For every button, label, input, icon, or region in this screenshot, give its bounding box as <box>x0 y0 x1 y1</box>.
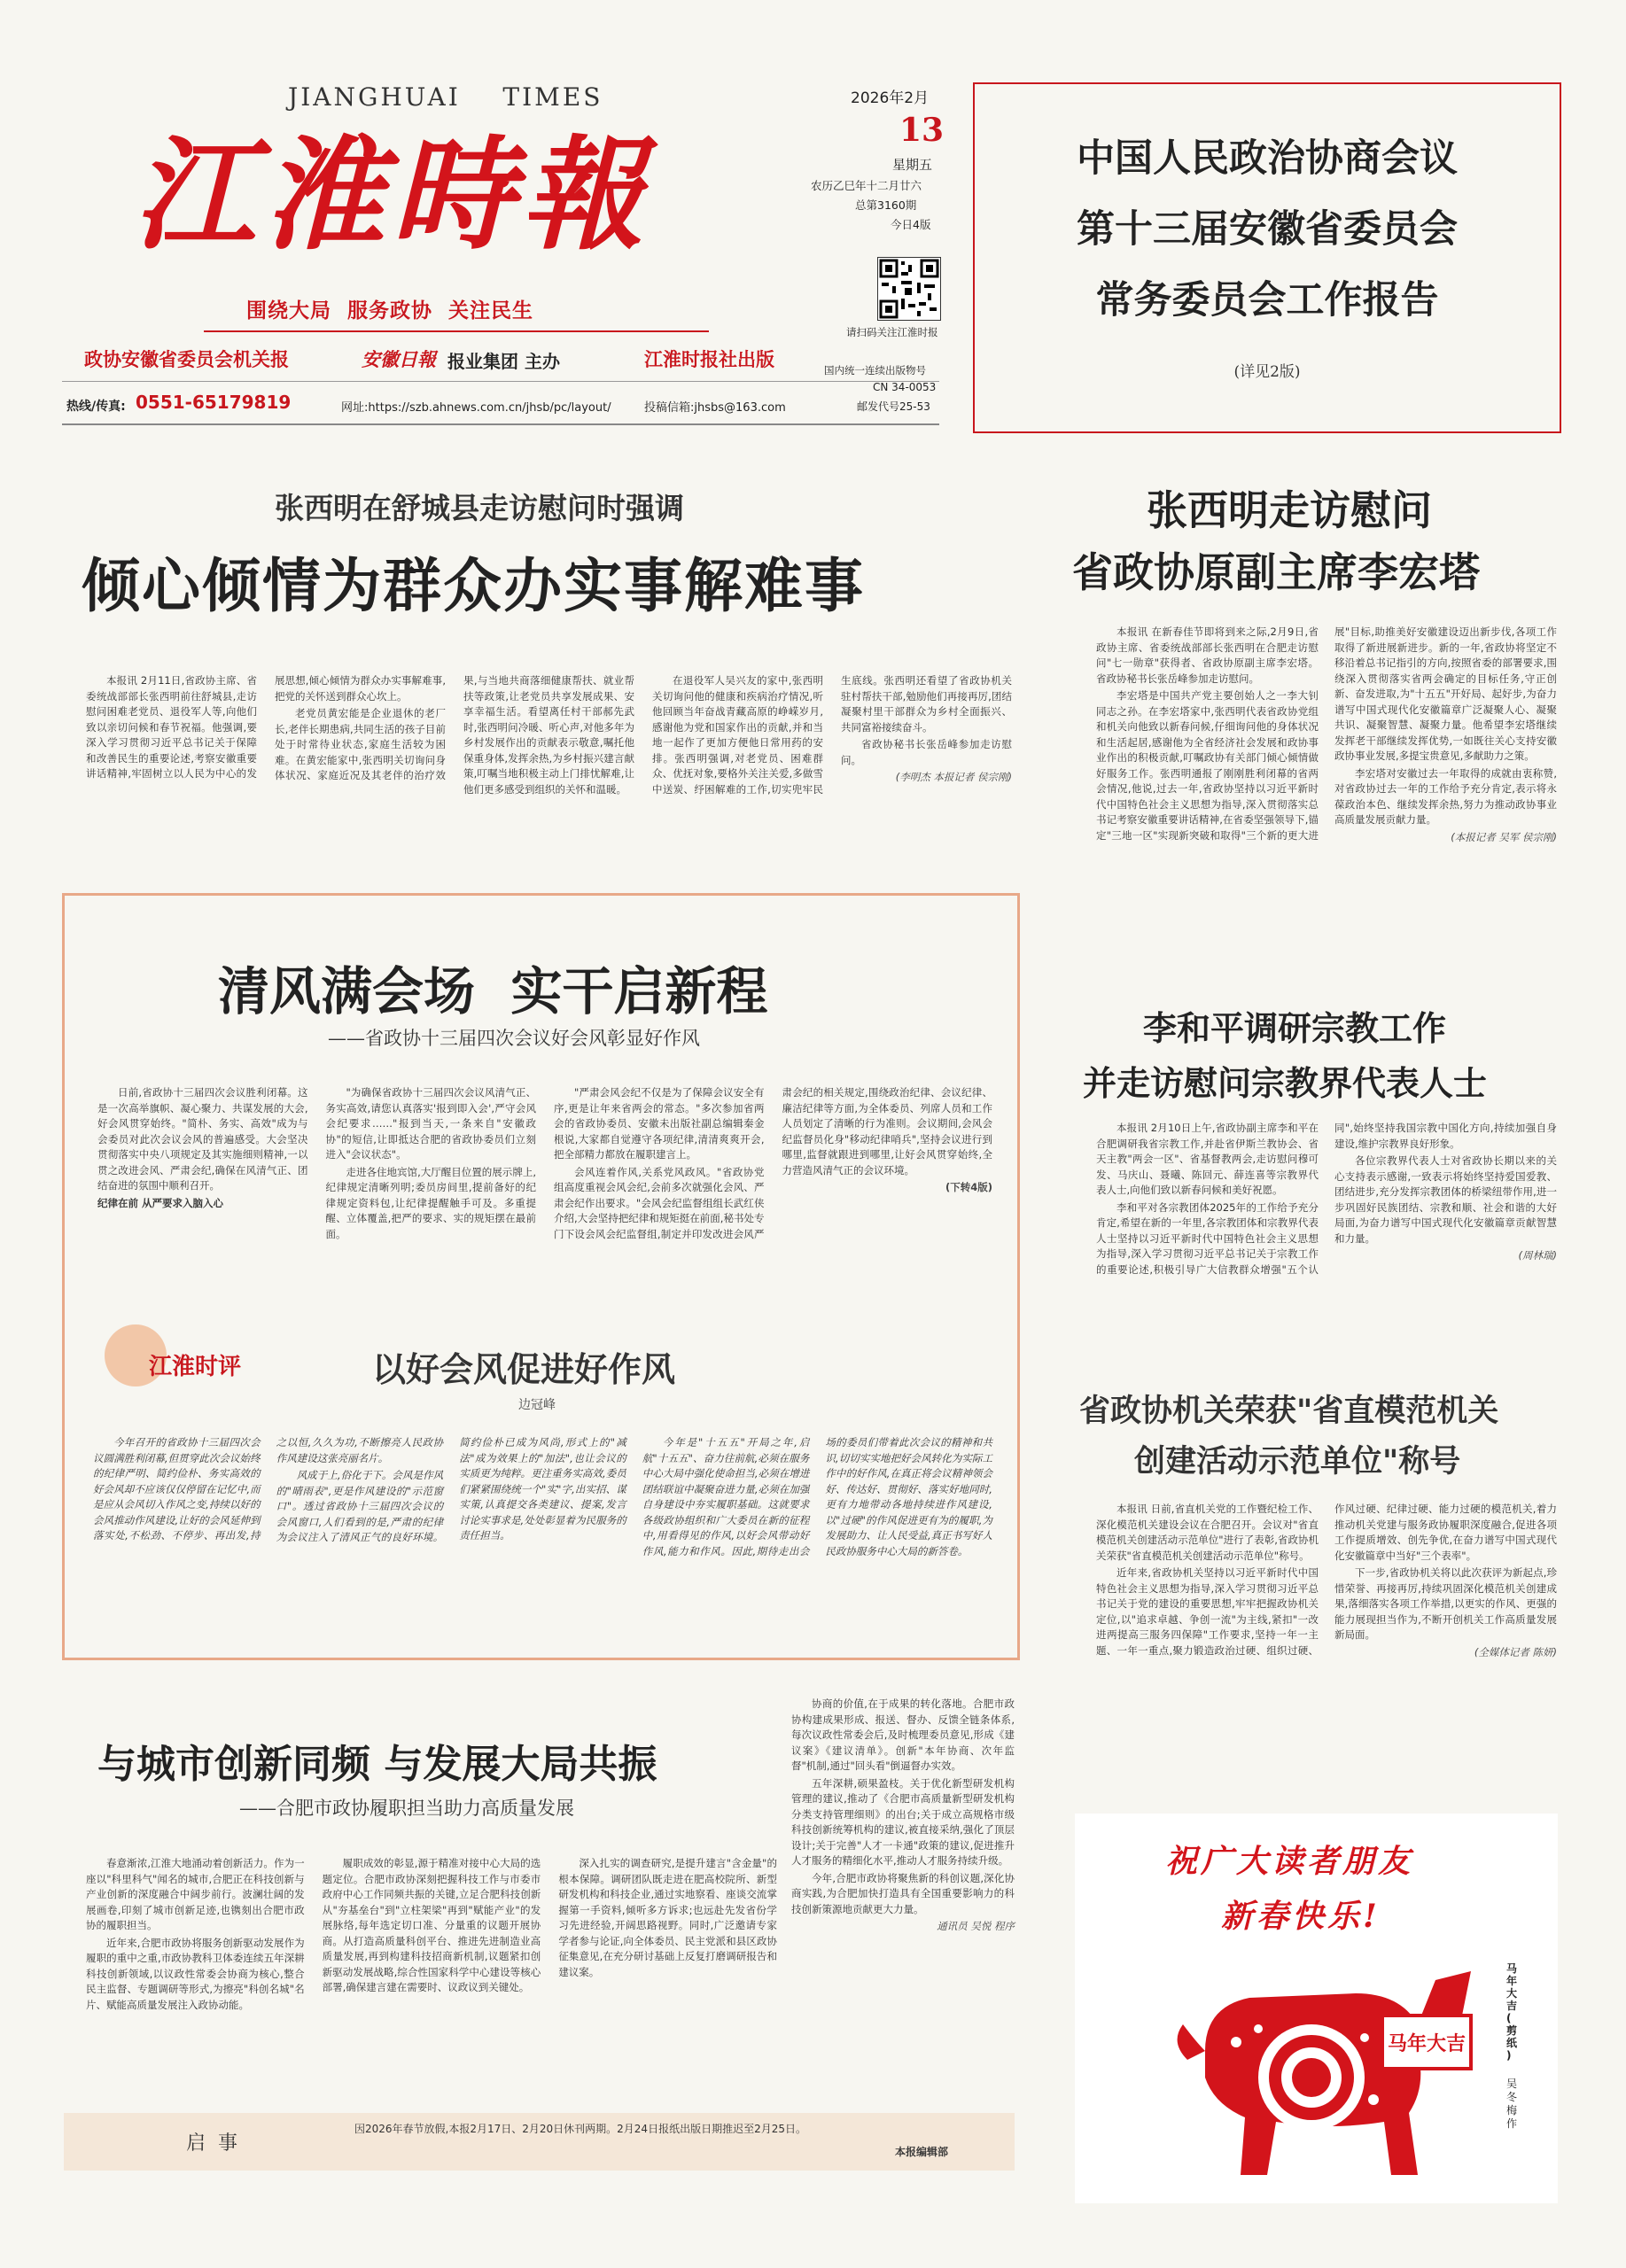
notice-label: 启 事 <box>186 2132 237 2155</box>
article4-byline: (周林瑞) <box>1518 1249 1557 1262</box>
qr-code[interactable] <box>877 257 941 321</box>
article3-continued[interactable]: (下转4版) <box>945 1181 992 1193</box>
article1-paragraph: 本报讯 2月11日,省政协主席、省委统战部部长张西明前往舒城县,走访慰问困难老党员、退役军人等,向他们致以亲切问候和春节祝福。他强调,要深入学习贯彻习近平总书记关于保障和改善民生的重要论述,考察安徽重要讲话精神,牢固树立以人民为中心的发展思想,倾心倾情为群众办实事解难事,把党的关怀送到群众心坎上。 <box>86 674 446 780</box>
article3-body <box>97 1085 992 1285</box>
article2-paragraph: 李宏塔是中国共产党主要创始人之一李大钊同志之孙。在李宏塔家中,张西明代表省政协党组和机关向他致以新春问候,仔细询问他的身体状况和生活起居,感谢他为全省经济社会发展和政协事业作出的积极贡献,叮嘱政协有关部门倾心倾情做好服务工作。张西明通报了刚刚胜利闭幕的省两会情况,他说,过去一年,省政协坚持以习近平新时代中国特色社会主义思想为指导,深入贯彻落实总书记考察安徽重要讲话精神,在省委坚强领导下,锚定"三地一区"实现新突破和取得"三个新的更大进展"目标,助推美好安徽建设迈出新步伐,各项工作取得了新进展新进步。新的一年,省政协将坚定不移沿着总书记指引的方向,按照省委的部署要求,围绕深入贯彻落实省两会确定的目标任务,守正创新、奋发进取,为"十五五"开好局、起好步,为奋力谱写中国式现代化安徽篇章广泛凝聚人心、凝聚共识、凝聚智慧、凝聚力量。他希望李宏塔继续发挥老干部继续发挥优势,一如既往关心支持安徽政协事业发展,多提宝贵意见,多献助力之策。 <box>1096 625 1557 842</box>
article6-paragraph: 今年,合肥市政协将聚焦新的科创议题,深化协商实践,为合肥加快打造具有全国重要影响力的科技创新策源地贡献更大力量。 <box>791 1871 1015 1915</box>
article2-headline-line1: 张西明走访慰问 <box>1147 486 1432 534</box>
article5-headline-line2: 创建活动示范单位"称号 <box>1134 1443 1461 1480</box>
publisher-label: 江淮时报社出版 <box>644 349 774 370</box>
masthead-slogan: 围绕大局 服务政协 关注民生 <box>246 299 534 322</box>
sponsor-group: 报业集团 主办 <box>447 351 560 372</box>
article6-body-right <box>791 1697 1015 2095</box>
article1-byline: (李明杰 本报记者 侯宗刚) <box>895 771 1012 783</box>
masthead-bottom-rule <box>62 381 939 382</box>
page-count: 今日4版 <box>891 218 931 231</box>
sponsor-label: 政协安徽省委员会机关报 <box>84 349 289 370</box>
phone-number: 0551-65179819 <box>136 392 292 413</box>
article2-body <box>1096 625 1557 939</box>
report-title-line3: 常务委员会工作报告 <box>1095 278 1439 322</box>
commentary-paragraph: 今年召开的省政协十三届四次会议圆满胜利闭幕,但贯穿此次会议始终的纪律严明、简约俭朴、务实高效的好会风却不应该仅仅停留在记忆中,而是应从会风切入作风之变,持续以好的会风推动作风建设,让好的会风延伸到落实处,不松劲、不停步、再出发,持之以恒,久久为功,不断擦亮人民政协作风建设这张亮丽名片。 <box>93 1436 444 1542</box>
email: 投稿信箱:jhsbs@163.com <box>644 401 786 415</box>
article3-headline: 清风满会场 实干启新程 <box>218 961 768 1021</box>
greeting-line2: 新春快乐! <box>1221 1898 1381 1935</box>
notice-text: 因2026年春节放假,本报2月17日、2月20日休刊两期。2月24日报纸出版日期推迟至2月25日。 <box>354 2123 806 2135</box>
article6-subhead: ——合肥市政协履职担当助力高质量发展 <box>239 1798 574 1819</box>
papercut-stamp-text: 马年大吉 <box>1387 2031 1466 2055</box>
article1-kicker: 张西明在舒城县走访慰问时强调 <box>275 491 684 525</box>
article4-headline-line2: 并走访慰问宗教界代表人士 <box>1083 1063 1488 1103</box>
commentary-paragraph: 风成于上,俗化于下。会风是作风的"晴雨表",更是作风建设的"示范窗口"。透过省政协十三届四次会议的会风窗口,人们看到的是,严肃的纪律为会议注入了清风正气的良好环境。简约俭朴已成为风尚,形式上的"减法"成为效果上的"加法",也让会议的实质更为纯粹。更注重务实高效,委员们紧紧围绕统一个"实"字,出实招、谋实策,认真提交各类建议、提案,发言讨论实事求是,处处彰显着为民服务的责任担当。 <box>276 1436 626 1543</box>
cn-number: CN 34-0053 <box>873 381 937 393</box>
article4-body <box>1096 1121 1557 1355</box>
website: 网址:https://szb.ahnews.com.cn/jhsb/pc/layout/ <box>341 401 611 415</box>
date-year-month: 2026年2月 <box>851 89 930 107</box>
report-box[interactable] <box>973 82 1561 433</box>
issue-number: 总第3160期 <box>855 198 917 212</box>
article2-paragraph: 本报讯 在新春佳节即将到来之际,2月9日,省政协主席、省委统战部部长张西明在合肥走访慰问"七一勋章"获得者、省政协原副主席李宏塔。省政协秘书长张岳峰参加走访慰问。 <box>1096 625 1319 685</box>
article2-headline-line2: 省政协原副主席李宏塔 <box>1072 548 1480 596</box>
article4-paragraph: 各位宗教界代表人士对省政协长期以来的关心支持表示感谢,一致表示将始终坚持爱国爱教、团结进步,充分发挥宗教团体的桥梁纽带作用,进一步巩固好民族团结、宗教和顺、社会和谐的大好局面,为奋力谱写中国式现代化安徽篇章贡献智慧和力量。 <box>1334 1154 1557 1245</box>
article6-paragraph: 春意渐浓,江淮大地涌动着创新活力。作为一座以"科里科气"闻名的城市,合肥正在科技创新与产业创新的深度融合中阔步前行。波澜壮阔的发展画卷,印刻了城市创新足迹,也镌刻出合肥市政协的履职担当。 <box>86 1857 305 1931</box>
article3-paragraph: "严肃会风会纪不仅是为了保障会议安全有序,更是让年来省两会的常态。"多次参加省两会的省政协委员、安徽未出版社副总编辑秦金根说,大家都自觉遵守各项纪律,清清爽爽开会,把全部精力都放在履职建言上。 <box>554 1086 765 1161</box>
article4-paragraph: 本报讯 2月10日上午,省政协副主席李和平在合肥调研我省宗教工作,并赴省伊斯兰教协会、省天主教"两会一区"、省基督教两会,走访慰问穆可发、马庆山、聂曦、陈回元、薛连喜等宗教界代表人士,向他们致以新春问候和美好祝愿。 <box>1096 1122 1319 1196</box>
article3-paragraph: 走进各住地宾馆,大厅醒目位置的展示牌上,纪律规定清晰列明;委员房间里,提前备好的纪律规定资料包,让纪律提醒触手可及。多重提醒、立体覆盖,把严的要求、实的规矩摆在最前面。 <box>325 1165 536 1240</box>
article6-paragraph: 五年深耕,硕果盈枝。关于优化新型研发机构管理的建议,推动了《合肥市高质量新型研发机构分类支持管理细则》的出台;关于成立高规格市级科技创新统筹机构的建议,被直接采纳,强化了顶层设计;关于完善"人才一卡通"政策的建议,促进推升人才服务的精细化水平,推动人才服务持续升级。 <box>791 1776 1015 1867</box>
commentary-headline: 以好会风促进好作风 <box>372 1349 676 1389</box>
notice-sign: 本报编辑部 <box>895 2146 949 2158</box>
article6-byline: 通讯员 吴悦 程序 <box>937 1920 1015 1932</box>
phone-label: 热线/传真: <box>66 400 126 414</box>
art-author: 吴冬梅 作 <box>1506 2078 1518 2130</box>
article5-paragraph: 本报讯 日前,省直机关党的工作暨纪检工作、深化模范机关建设会议在合肥召开。会议对"省直模范机关创建活动示范单位"进行了表彰,省政协机关荣获"省直模范机关创建活动示范单位"称号。 <box>1096 1503 1319 1562</box>
article5-paragraph: 下一步,省政协机关将以此次获评为新起点,珍惜荣誉、再接再厉,持续巩固深化模范机关创建成果,落细落实各项工作举措,以更实的作风、更强的能力展现担当作为,不断开创机关工作高质量发展新局面。 <box>1334 1566 1557 1641</box>
art-caption: 马年大吉(剪纸) <box>1506 1962 1518 2062</box>
report-title-line2: 第十三届安徽省委员会 <box>1077 207 1458 252</box>
article6-paragraph: 协商的价值,在于成果的转化落地。合肥市政协构建成果形成、报送、督办、反馈全链条体系,每次议政性常委会后,及时梳理委员意见,形成《建议案》《建议清单》。创新"本年协商、次年监督"机制,通过"回头看"倒逼督办实效。 <box>791 1697 1015 1772</box>
sponsor-brand: 安徽日報 <box>362 348 436 370</box>
article2-paragraph: 李宏塔对安徽过去一年取得的成就由衷称赞,对省政协过去一年的工作给予充分肯定,表示将永葆政治本色、继续发挥余热,努力为推动政协事业高质量发展贡献力量。 <box>1334 766 1557 826</box>
article5-paragraph: 近年来,省政协机关坚持以习近平新时代中国特色社会主义思想为指导,深入学习贯彻习近平总书记关于党的建设的重要思想,牢牢把握政协机关定位,以"追求卓越、争创一流"为主线,紧扣"一改进两提高三服务四保障"工作要求,坚持一年一主题、一年一重点,聚力锻造政治过硬、组织过硬、作风过硬、纪律过硬、能力过硬的模范机关,着力推动机关党建与服务政协履职深度融合,促进各项工作提质增效、创先争优,在奋力谱写中国式现代化安徽篇章中当好"三个表率"。 <box>1096 1503 1557 1657</box>
article1-paragraph: 老党员黄宏能是企业退休的老厂长,老伴长期患病,共同生活的孩子目前处于时常待业状态,家庭生活较为困难。在黄宏能家中,张西明关切询问身体状况、家庭近况及其老伴的治疗效果,与当地共商落细健康帮扶、就业帮扶等政策,让老党员共享发展成果、安享幸福生活。看望离任村干部郝先武时,张西明问冷暖、听心声,对他多年为乡村发展作出的贡献表示敬意,嘱托他保重身体,发挥余热,为乡村振兴建言献策,叮嘱当地积极主动上门排忧解难,让他们更多感受到组织的关怀和温暖。 <box>275 674 634 796</box>
article5-headline-line1: 省政协机关荣获"省直模范机关 <box>1079 1393 1499 1429</box>
commentary-logo: 江淮时评 <box>149 1354 242 1380</box>
article5-body <box>1096 1502 1557 1781</box>
article6-paragraph: 深入扎实的调查研究,是提升建言"含金量"的根本保障。调研团队既走进在肥高校院所、新型研发机构和科技企业,通过实地察看、座谈交流掌握第一手资料,倾听多方诉求;也远赴先发省份学习先进经验,开阔思路视野。同时,广泛邀请专家学者参与论证,向全体委员、民主党派和县区政协征集意见,在充分研讨基础上反复打磨调研报告和建议案。 <box>558 1857 777 1978</box>
postal-code: 邮发代号25-53 <box>857 400 930 413</box>
article4-headline-line1: 李和平调研宗教工作 <box>1143 1008 1447 1048</box>
article6-paragraph: 履职成效的彰显,源于精准对接中心大局的选题定位。合肥市政协深刻把握科技工作与市委市政府中心工作同频共振的关键,立足合肥科技创新从"夯基垒台"到"立柱架梁"再到"赋能产业"的发展脉络,每年选定切口准、分量重的议题开展协商。从打造高质量科创平台、推进先进制造业高质量发展,再到构建科技招商新机制,议题紧扣创新驱动发展战略,综合性国家科学中心建设等核心部署,确保建言建在需要时、议政议到关键处。 <box>322 1857 541 1993</box>
article3-subhead: ——省政协十三届四次会议好会风彰显好作风 <box>328 1028 700 1049</box>
article3-subheading: 纪律在前 从严要求入脑入心 <box>97 1196 224 1209</box>
article3-paragraph: 会风连着作风,关系党风政风。"省政协党组高度重视会风会纪,会前多次就强化会风、严肃会纪作出要求。"会风会纪监督组组长武红侠介绍,大会坚持把纪律和规矩挺在前面,秘书处专门下设会风会纪监督组,制定并印发改进会风严肃会纪的相关规定,围绕政治纪律、会议纪律、廉洁纪律等方面,为全体委员、列席人员和工作人员划定了清晰的行为准则。会议期间,会风会纪监督员化身"移动纪律哨兵",坚持会议进行到哪里,监督就跟进到哪里,让好会风贯穿始终,全力营造风清气正的会议环境。 <box>554 1086 992 1240</box>
masthead-cn-title: 江淮時報 <box>133 122 651 267</box>
article1-body <box>86 673 1012 859</box>
commentary-paragraph: 今年是"十五五"开局之年,启航"十五五"、奋力往前航,必须在服务中心大局中强化使命担当,必须在增进团结联谊中凝聚奋进力量,必须在加强自身建设中夯实履职基础。这就要求各级政协组织和广大委员在新的征程中,用看得见的作风,以好会风带动好作风,能力和作风。因此,期待走出会场的委员们带着此次会议的精神和共识,切切实实地把好会风转化为实际工作中的好作风,在真正将会议精神领会好、传达好、贯彻好、落实好地同时,更有力地带动各地持续进作风建设,以"过硬"的作风促进更有为的履职,为发展助力、让人民受益,真正书写好人民政协服务中心大局的新答卷。 <box>642 1436 992 1557</box>
qr-caption: 请扫码关注江淮时报 <box>846 326 938 338</box>
commentary-body <box>93 1435 992 1626</box>
greeting-line1: 祝广大读者朋友 <box>1165 1843 1414 1880</box>
masthead-en-title: JIANGHUAI TIMES <box>288 82 603 112</box>
article4-paragraph: 李和平对各宗教团体2025年的工作给予充分肯定,希望在新的一年里,各宗教团体和宗教界代表人士坚持以习近平新时代中国特色社会主义思想为指导,深入学习贯彻习近平总书记关于宗教工作的重要论述,积极引导广大信教群众增强"五个认同",始终坚持我国宗教中国化方向,持续加强自身建设,维护宗教界良好形象。 <box>1096 1122 1557 1276</box>
lunar-date: 农历乙巳年十二月廿六 <box>811 179 922 192</box>
article6-headline: 与城市创新同频 与发展大局共振 <box>97 1742 657 1787</box>
report-title-line1: 中国人民政治协商会议 <box>1077 136 1458 181</box>
commentary-author: 边冠峰 <box>518 1398 556 1412</box>
article3-paragraph: "为确保省政协十三届四次会议风清气正、务实高效,请您认真落实'报到即入会',严守会风会纪要求……"报到当天,一条来自"安徽政协"的短信,让即抵达合肥的省政协委员们立刻进入"会议状态"。 <box>325 1086 536 1161</box>
cn-label: 国内统一连续出版物号 <box>824 364 926 377</box>
article5-byline: (全媒体记者 陈妍) <box>1474 1645 1557 1658</box>
article1-headline: 倾心倾情为群众办实事解难事 <box>82 551 865 620</box>
masthead-rule <box>204 330 709 332</box>
article2-byline: (本报记者 吴军 侯宗刚) <box>1451 830 1557 843</box>
article1-paragraph: 在退役军人吴兴友的家中,张西明关切询问他的健康和疾病治疗情况,听他回顾当年奋战青藏高原的峥嵘岁月,感谢他为党和国家作出的贡献,并和当地一起作了更加方便他日常用药的安排。张西明强调,对老党员、困难群众、优抚对象,要格外关注关爱,多做雪中送炭、纾困解难的工作,切实兜牢民生底线。张西明还看望了省政协机关驻村帮扶干部,勉励他们再接再厉,团结凝聚村里干部群众为乡村全面振兴、共同富裕接续奋斗。 <box>652 674 1012 796</box>
masthead-bottom-rule2 <box>62 423 939 425</box>
article3-paragraph: 日前,省政协十三届四次会议胜利闭幕。这是一次高举旗帜、凝心聚力、共谋发展的大会,好会风贯穿始终。"简朴、务实、高效"成为与会委员对此次会议会风的普遍感受。大会坚决贯彻落实中央八项规定及其实施细则精神,一以贯之改进会风、严肃会纪,确保在风清气正、团结奋进的氛围中顺利召开。 <box>97 1086 308 1192</box>
report-ref: (详见2版) <box>1233 363 1301 381</box>
weekday: 星期五 <box>892 157 933 173</box>
article6-paragraph: 近年来,合肥市政协将服务创新驱动发展作为履职的重中之重,市政协教科卫体委连续五年深耕科技创新领域,以议政性常委会协商为核心,整合民主监督、专题调研等形式,为擦亮"科创名城"名片、赋能高质量发展注入政协动能。 <box>86 1936 305 2011</box>
date-day: 13 <box>899 112 945 149</box>
article1-paragraph: 省政协秘书长张岳峰参加走访慰问。 <box>841 738 1012 766</box>
article6-body-left <box>86 1856 777 2095</box>
